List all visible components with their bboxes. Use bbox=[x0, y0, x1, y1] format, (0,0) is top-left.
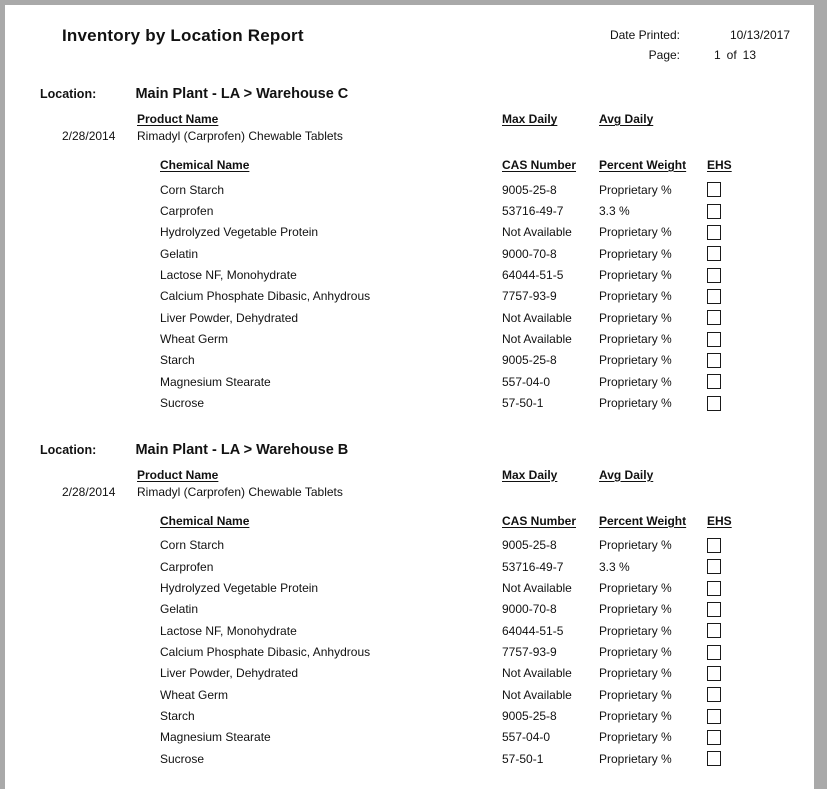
chemical-row bbox=[5, 286, 814, 307]
chemical-row bbox=[5, 307, 814, 328]
percent-weight: Proprietary % bbox=[599, 708, 672, 723]
location-name: Main Plant - LA > Warehouse B bbox=[135, 441, 349, 458]
percent-weight: Proprietary % bbox=[599, 289, 672, 304]
cas-number: 9005-25-8 bbox=[502, 182, 557, 197]
chemical-row bbox=[5, 684, 814, 705]
percent-weight: Proprietary % bbox=[599, 331, 672, 346]
ehs-header: EHS bbox=[707, 158, 732, 172]
product-name-header: Product Name bbox=[137, 467, 219, 482]
product-row bbox=[5, 485, 814, 500]
chemical-name: Gelatin bbox=[160, 602, 199, 617]
cas-number: 9000-70-8 bbox=[502, 602, 557, 617]
ehs-checkbox[interactable] bbox=[707, 559, 721, 574]
report-title: Inventory by Location Report bbox=[62, 26, 304, 45]
chemical-row bbox=[5, 599, 814, 620]
ehs-cell bbox=[705, 331, 814, 346]
ehs-cell bbox=[705, 666, 814, 681]
ehs-cell bbox=[705, 310, 814, 325]
ehs-cell bbox=[705, 246, 814, 261]
cas-number: 9005-25-8 bbox=[502, 708, 557, 723]
chemical-row bbox=[5, 200, 814, 221]
ehs-cell bbox=[705, 289, 814, 304]
chemical-row bbox=[5, 663, 814, 684]
avg-daily-header: Avg Daily bbox=[599, 467, 654, 482]
chemical-name: Magnesium Stearate bbox=[160, 374, 271, 389]
ehs-checkbox[interactable] bbox=[707, 374, 721, 389]
ehs-checkbox[interactable] bbox=[707, 246, 721, 261]
chemical-name: Starch bbox=[160, 708, 195, 723]
ehs-checkbox[interactable] bbox=[707, 666, 721, 681]
percent-weight: Proprietary % bbox=[599, 182, 672, 197]
product-name: Rimadyl (Carprofen) Chewable Tablets bbox=[137, 129, 343, 143]
chemical-name: Lactose NF, Monohydrate bbox=[160, 267, 297, 282]
max-daily-header: Max Daily bbox=[502, 467, 558, 482]
location-label: Location: bbox=[40, 87, 97, 101]
ehs-cell bbox=[705, 203, 814, 218]
cas-number-header: CAS Number bbox=[502, 513, 577, 528]
chemical-name: Lactose NF, Monohydrate bbox=[160, 623, 297, 638]
percent-weight: Proprietary % bbox=[599, 602, 672, 617]
product-date: 2/28/2014 bbox=[62, 484, 116, 499]
page-row bbox=[590, 45, 790, 65]
chemical-name: Corn Starch bbox=[160, 182, 225, 197]
page-number: 1 bbox=[713, 48, 721, 62]
ehs-cell bbox=[705, 267, 814, 282]
percent-weight: Proprietary % bbox=[599, 267, 672, 282]
ehs-cell bbox=[705, 374, 814, 389]
ehs-checkbox[interactable] bbox=[707, 730, 721, 745]
ehs-cell bbox=[705, 708, 814, 723]
cas-number: 53716-49-7 bbox=[502, 559, 564, 574]
percent-weight: Proprietary % bbox=[599, 687, 672, 702]
product-row bbox=[5, 129, 814, 144]
percent-weight: Proprietary % bbox=[599, 730, 672, 745]
percent-weight: Proprietary % bbox=[599, 580, 672, 595]
location-name: Main Plant - LA > Warehouse C bbox=[135, 86, 349, 102]
page-label: Page: bbox=[648, 48, 680, 62]
ehs-cell bbox=[705, 687, 814, 702]
chemical-name: Starch bbox=[160, 353, 195, 368]
ehs-cell bbox=[705, 644, 814, 659]
location-label: Location: bbox=[40, 442, 97, 457]
cas-number: 64044-51-5 bbox=[502, 623, 564, 638]
ehs-checkbox[interactable] bbox=[707, 645, 721, 660]
ehs-checkbox[interactable] bbox=[707, 332, 721, 347]
chemical-row bbox=[5, 577, 814, 598]
chemical-name: Sucrose bbox=[160, 395, 205, 410]
ehs-checkbox[interactable] bbox=[707, 225, 721, 240]
ehs-cell bbox=[705, 395, 814, 410]
location-section bbox=[5, 86, 814, 414]
percent-weight: Proprietary % bbox=[599, 225, 672, 240]
chemical-list bbox=[5, 179, 814, 414]
percent-weight: Proprietary % bbox=[599, 310, 672, 325]
ehs-cell bbox=[705, 353, 814, 368]
chemical-row bbox=[5, 264, 814, 285]
location-row bbox=[5, 442, 814, 458]
ehs-cell bbox=[705, 182, 814, 197]
ehs-checkbox[interactable] bbox=[707, 602, 721, 617]
percent-weight: Proprietary % bbox=[599, 246, 672, 261]
date-printed-value: 10/13/2017 bbox=[729, 28, 790, 42]
chemical-row bbox=[5, 392, 814, 413]
product-header-row bbox=[5, 112, 814, 127]
chemical-row bbox=[5, 535, 814, 556]
cas-number: 557-04-0 bbox=[502, 374, 551, 389]
ehs-checkbox[interactable] bbox=[707, 182, 721, 197]
chemical-name: Calcium Phosphate Dibasic, Anhydrous bbox=[160, 289, 371, 304]
percent-weight: Proprietary % bbox=[599, 666, 672, 681]
chemical-row bbox=[5, 556, 814, 577]
chemical-name: Hydrolyzed Vegetable Protein bbox=[160, 580, 319, 595]
ehs-checkbox[interactable] bbox=[707, 268, 721, 283]
cas-number: Not Available bbox=[502, 687, 572, 702]
cas-number: Not Available bbox=[502, 666, 572, 681]
ehs-cell bbox=[705, 730, 814, 745]
chemical-header-row bbox=[5, 158, 814, 173]
chemical-name: Sucrose bbox=[160, 751, 205, 766]
chemical-row bbox=[5, 748, 814, 769]
percent-weight-header: Percent Weight bbox=[599, 158, 687, 172]
ehs-cell bbox=[705, 538, 814, 553]
ehs-checkbox[interactable] bbox=[707, 289, 721, 304]
percent-weight: Proprietary % bbox=[599, 538, 672, 553]
product-header-row bbox=[5, 468, 814, 483]
chemical-row bbox=[5, 641, 814, 662]
cas-number: 7757-93-9 bbox=[502, 644, 557, 659]
ehs-cell bbox=[705, 623, 814, 638]
ehs-checkbox[interactable] bbox=[707, 396, 721, 411]
ehs-checkbox[interactable] bbox=[707, 687, 721, 702]
chemical-name: Liver Powder, Dehydrated bbox=[160, 666, 299, 681]
product-name: Rimadyl (Carprofen) Chewable Tablets bbox=[137, 484, 343, 499]
cas-number: 9000-70-8 bbox=[502, 246, 557, 261]
cas-number: 9005-25-8 bbox=[502, 353, 557, 368]
ehs-cell bbox=[705, 225, 814, 240]
ehs-cell bbox=[705, 602, 814, 617]
chemical-row bbox=[5, 350, 814, 371]
cas-number: 7757-93-9 bbox=[502, 289, 557, 304]
max-daily-header: Max Daily bbox=[502, 112, 558, 126]
percent-weight: 3.3 % bbox=[599, 559, 630, 574]
chemical-row bbox=[5, 727, 814, 748]
chemical-header-row bbox=[5, 514, 814, 529]
chemical-name: Carprofen bbox=[160, 203, 214, 218]
ehs-checkbox[interactable] bbox=[707, 353, 721, 368]
chemical-name: Calcium Phosphate Dibasic, Anhydrous bbox=[160, 644, 371, 659]
chemical-row bbox=[5, 243, 814, 264]
date-printed-row bbox=[590, 25, 790, 45]
cas-number: 64044-51-5 bbox=[502, 267, 564, 282]
chemical-name: Gelatin bbox=[160, 246, 199, 261]
page-of-word: of bbox=[726, 48, 737, 62]
chemical-name: Liver Powder, Dehydrated bbox=[160, 310, 299, 325]
avg-daily-header: Avg Daily bbox=[599, 112, 654, 126]
percent-weight: Proprietary % bbox=[599, 644, 672, 659]
chemical-row bbox=[5, 620, 814, 641]
percent-weight: 3.3 % bbox=[599, 203, 630, 218]
cas-number: 53716-49-7 bbox=[502, 203, 564, 218]
chemical-row bbox=[5, 705, 814, 726]
chemical-name-header: Chemical Name bbox=[160, 513, 250, 528]
chemical-name: Carprofen bbox=[160, 559, 214, 574]
ehs-checkbox[interactable] bbox=[707, 709, 721, 724]
ehs-checkbox[interactable] bbox=[707, 538, 721, 553]
ehs-header: EHS bbox=[707, 513, 732, 528]
cas-number-header: CAS Number bbox=[502, 158, 577, 172]
chemical-name: Hydrolyzed Vegetable Protein bbox=[160, 225, 319, 240]
ehs-cell bbox=[705, 751, 814, 766]
location-row bbox=[5, 86, 814, 102]
ehs-cell bbox=[705, 559, 814, 574]
ehs-cell bbox=[705, 580, 814, 595]
ehs-checkbox[interactable] bbox=[707, 310, 721, 325]
chemical-row bbox=[5, 179, 814, 200]
chemical-row bbox=[5, 328, 814, 349]
chemical-name: Corn Starch bbox=[160, 538, 225, 553]
product-name-header: Product Name bbox=[137, 112, 219, 126]
percent-weight-header: Percent Weight bbox=[599, 513, 687, 528]
chemical-name: Wheat Germ bbox=[160, 687, 229, 702]
cas-number: 557-04-0 bbox=[502, 730, 551, 745]
cas-number: 57-50-1 bbox=[502, 751, 544, 766]
cas-number: 57-50-1 bbox=[502, 395, 544, 410]
ehs-checkbox[interactable] bbox=[707, 751, 721, 766]
chemical-row bbox=[5, 222, 814, 243]
ehs-checkbox[interactable] bbox=[707, 204, 721, 219]
percent-weight: Proprietary % bbox=[599, 751, 672, 766]
chemical-list bbox=[5, 535, 814, 770]
chemical-row bbox=[5, 371, 814, 392]
ehs-checkbox[interactable] bbox=[707, 623, 721, 638]
percent-weight: Proprietary % bbox=[599, 395, 672, 410]
page-indicator bbox=[680, 45, 790, 65]
location-section bbox=[5, 442, 814, 770]
cas-number: Not Available bbox=[502, 580, 572, 595]
cas-number: Not Available bbox=[502, 225, 572, 240]
percent-weight: Proprietary % bbox=[599, 353, 672, 368]
percent-weight: Proprietary % bbox=[599, 623, 672, 638]
cas-number: 9005-25-8 bbox=[502, 538, 557, 553]
chemical-name: Wheat Germ bbox=[160, 331, 229, 346]
ehs-checkbox[interactable] bbox=[707, 581, 721, 596]
cas-number: Not Available bbox=[502, 331, 572, 346]
product-date: 2/28/2014 bbox=[62, 129, 116, 143]
cas-number: Not Available bbox=[502, 310, 572, 325]
report-meta bbox=[590, 25, 790, 65]
chemical-name-header: Chemical Name bbox=[160, 158, 250, 172]
percent-weight: Proprietary % bbox=[599, 374, 672, 389]
chemical-name: Magnesium Stearate bbox=[160, 730, 271, 745]
page-total: 13 bbox=[742, 48, 757, 62]
report-page bbox=[5, 5, 814, 789]
date-printed-label: Date Printed: bbox=[609, 28, 680, 42]
